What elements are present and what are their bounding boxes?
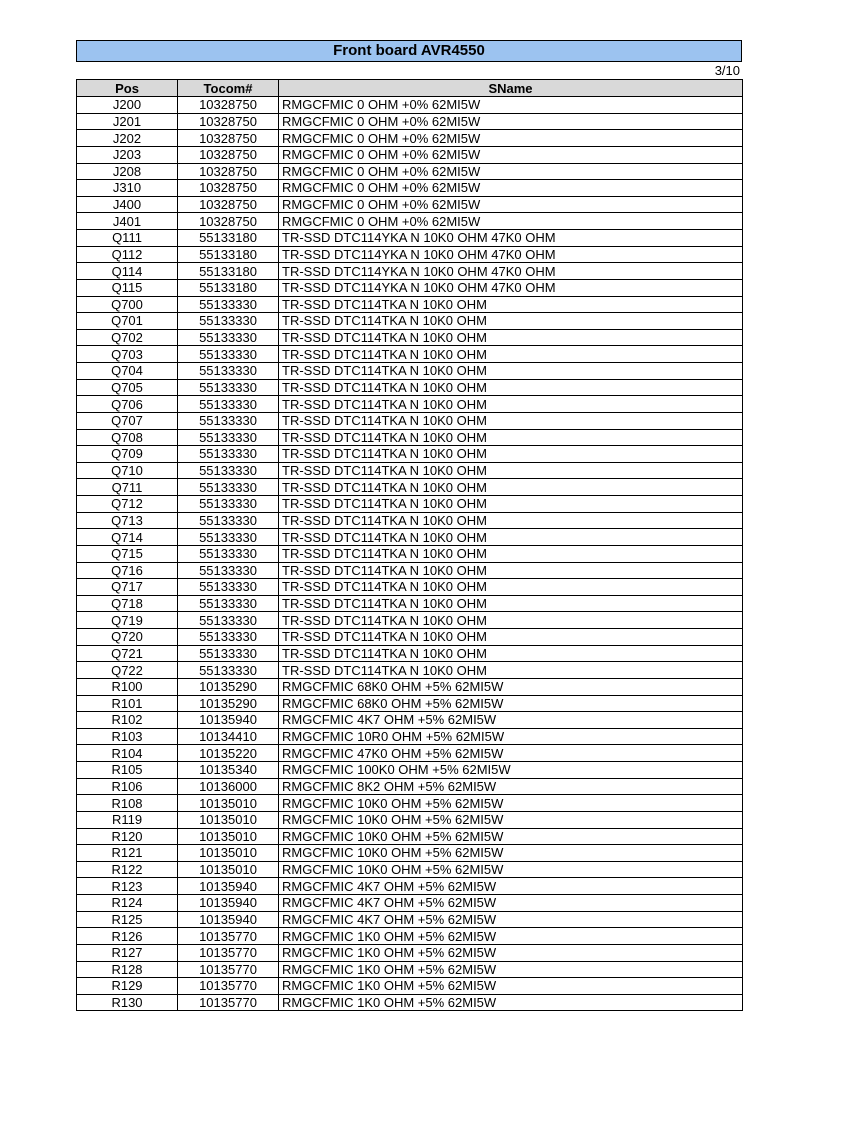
table-row	[77, 230, 743, 247]
cell-pos: Q718	[77, 595, 178, 612]
table-row	[77, 279, 743, 296]
table-row	[77, 911, 743, 928]
cell-pos: R106	[77, 778, 178, 795]
cell-pos: Q707	[77, 412, 178, 429]
cell-sname: RMGCFMIC 0 OHM +0% 62MI5W	[279, 180, 743, 197]
cell-pos: J310	[77, 180, 178, 197]
table-row	[77, 196, 743, 213]
cell-tocom: 55133180	[178, 230, 279, 247]
cell-sname: RMGCFMIC 68K0 OHM +5% 62MI5W	[279, 695, 743, 712]
cell-tocom: 55133330	[178, 479, 279, 496]
cell-sname: TR-SSD DTC114TKA N 10K0 OHM	[279, 579, 743, 596]
cell-sname: TR-SSD DTC114TKA N 10K0 OHM	[279, 512, 743, 529]
cell-tocom: 55133330	[178, 629, 279, 646]
cell-tocom: 55133330	[178, 412, 279, 429]
table-row	[77, 944, 743, 961]
column-header-tocom: Tocom#	[178, 80, 279, 97]
column-header-pos: Pos	[77, 80, 178, 97]
table-row	[77, 828, 743, 845]
cell-sname: RMGCFMIC 0 OHM +0% 62MI5W	[279, 213, 743, 230]
cell-pos: Q708	[77, 429, 178, 446]
cell-tocom: 10135010	[178, 811, 279, 828]
cell-pos: Q716	[77, 562, 178, 579]
cell-sname: TR-SSD DTC114TKA N 10K0 OHM	[279, 346, 743, 363]
cell-tocom: 10135770	[178, 978, 279, 995]
cell-pos: Q713	[77, 512, 178, 529]
parts-list-sheet	[76, 40, 742, 1011]
cell-sname: TR-SSD DTC114TKA N 10K0 OHM	[279, 662, 743, 679]
cell-sname: TR-SSD DTC114YKA N 10K0 OHM 47K0 OHM	[279, 263, 743, 280]
table-row	[77, 545, 743, 562]
cell-tocom: 10135940	[178, 878, 279, 895]
table-row	[77, 861, 743, 878]
cell-tocom: 10328750	[178, 163, 279, 180]
cell-tocom: 10135940	[178, 895, 279, 912]
cell-pos: Q115	[77, 279, 178, 296]
cell-pos: J208	[77, 163, 178, 180]
cell-pos: Q719	[77, 612, 178, 629]
table-row	[77, 329, 743, 346]
cell-pos: Q704	[77, 363, 178, 380]
table-row	[77, 595, 743, 612]
cell-pos: J401	[77, 213, 178, 230]
cell-sname: TR-SSD DTC114TKA N 10K0 OHM	[279, 313, 743, 330]
cell-pos: Q706	[77, 396, 178, 413]
cell-sname: RMGCFMIC 4K7 OHM +5% 62MI5W	[279, 895, 743, 912]
parts-table	[76, 79, 743, 1011]
cell-pos: Q721	[77, 645, 178, 662]
cell-sname: TR-SSD DTC114TKA N 10K0 OHM	[279, 529, 743, 546]
cell-tocom: 10135290	[178, 678, 279, 695]
cell-pos: R103	[77, 728, 178, 745]
cell-sname: RMGCFMIC 1K0 OHM +5% 62MI5W	[279, 994, 743, 1011]
cell-sname: TR-SSD DTC114TKA N 10K0 OHM	[279, 412, 743, 429]
table-row	[77, 263, 743, 280]
cell-tocom: 55133330	[178, 379, 279, 396]
cell-pos: J203	[77, 146, 178, 163]
cell-sname: TR-SSD DTC114TKA N 10K0 OHM	[279, 462, 743, 479]
cell-sname: TR-SSD DTC114TKA N 10K0 OHM	[279, 479, 743, 496]
cell-pos: J202	[77, 130, 178, 147]
table-row	[77, 845, 743, 862]
cell-tocom: 10135340	[178, 762, 279, 779]
cell-tocom: 55133330	[178, 579, 279, 596]
table-row	[77, 629, 743, 646]
cell-tocom: 10135770	[178, 961, 279, 978]
cell-pos: R122	[77, 861, 178, 878]
cell-tocom: 55133330	[178, 662, 279, 679]
table-row	[77, 246, 743, 263]
cell-pos: Q703	[77, 346, 178, 363]
cell-pos: R102	[77, 712, 178, 729]
cell-pos: R124	[77, 895, 178, 912]
cell-tocom: 10328750	[178, 113, 279, 130]
table-row	[77, 130, 743, 147]
table-row	[77, 645, 743, 662]
cell-sname: RMGCFMIC 10K0 OHM +5% 62MI5W	[279, 828, 743, 845]
cell-pos: Q701	[77, 313, 178, 330]
cell-sname: RMGCFMIC 1K0 OHM +5% 62MI5W	[279, 961, 743, 978]
column-header-sname: SName	[279, 80, 743, 97]
table-row	[77, 795, 743, 812]
table-row	[77, 811, 743, 828]
table-row	[77, 313, 743, 330]
cell-pos: Q712	[77, 496, 178, 513]
cell-pos: Q717	[77, 579, 178, 596]
table-row	[77, 113, 743, 130]
table-row	[77, 446, 743, 463]
cell-sname: TR-SSD DTC114YKA N 10K0 OHM 47K0 OHM	[279, 279, 743, 296]
cell-sname: RMGCFMIC 100K0 OHM +5% 62MI5W	[279, 762, 743, 779]
table-header-row	[77, 80, 743, 97]
cell-pos: R121	[77, 845, 178, 862]
cell-tocom: 55133330	[178, 462, 279, 479]
cell-pos: R119	[77, 811, 178, 828]
table-row	[77, 728, 743, 745]
cell-sname: TR-SSD DTC114TKA N 10K0 OHM	[279, 363, 743, 380]
table-row	[77, 180, 743, 197]
cell-sname: RMGCFMIC 0 OHM +0% 62MI5W	[279, 146, 743, 163]
cell-tocom: 55133330	[178, 645, 279, 662]
table-row	[77, 163, 743, 180]
table-row	[77, 695, 743, 712]
cell-sname: RMGCFMIC 0 OHM +0% 62MI5W	[279, 113, 743, 130]
table-row	[77, 579, 743, 596]
cell-sname: TR-SSD DTC114TKA N 10K0 OHM	[279, 562, 743, 579]
cell-pos: R100	[77, 678, 178, 695]
cell-tocom: 10135010	[178, 845, 279, 862]
table-row	[77, 429, 743, 446]
cell-pos: J201	[77, 113, 178, 130]
cell-tocom: 55133330	[178, 529, 279, 546]
cell-tocom: 55133330	[178, 296, 279, 313]
cell-tocom: 55133330	[178, 446, 279, 463]
cell-tocom: 10135220	[178, 745, 279, 762]
table-row	[77, 928, 743, 945]
cell-sname: TR-SSD DTC114TKA N 10K0 OHM	[279, 545, 743, 562]
table-row	[77, 412, 743, 429]
cell-pos: Q700	[77, 296, 178, 313]
cell-sname: TR-SSD DTC114TKA N 10K0 OHM	[279, 496, 743, 513]
cell-pos: Q705	[77, 379, 178, 396]
cell-pos: Q714	[77, 529, 178, 546]
cell-tocom: 10328750	[178, 146, 279, 163]
cell-tocom: 55133330	[178, 346, 279, 363]
cell-sname: RMGCFMIC 1K0 OHM +5% 62MI5W	[279, 944, 743, 961]
cell-tocom: 10328750	[178, 213, 279, 230]
cell-sname: RMGCFMIC 4K7 OHM +5% 62MI5W	[279, 878, 743, 895]
cell-tocom: 55133330	[178, 512, 279, 529]
table-row	[77, 994, 743, 1011]
cell-pos: Q112	[77, 246, 178, 263]
cell-pos: R104	[77, 745, 178, 762]
table-row	[77, 762, 743, 779]
cell-tocom: 10135010	[178, 795, 279, 812]
cell-tocom: 10135010	[178, 861, 279, 878]
cell-sname: TR-SSD DTC114TKA N 10K0 OHM	[279, 595, 743, 612]
cell-sname: TR-SSD DTC114TKA N 10K0 OHM	[279, 379, 743, 396]
cell-sname: RMGCFMIC 1K0 OHM +5% 62MI5W	[279, 978, 743, 995]
cell-pos: R127	[77, 944, 178, 961]
cell-sname: RMGCFMIC 10K0 OHM +5% 62MI5W	[279, 845, 743, 862]
cell-sname: RMGCFMIC 4K7 OHM +5% 62MI5W	[279, 911, 743, 928]
cell-tocom: 55133330	[178, 429, 279, 446]
cell-pos: Q114	[77, 263, 178, 280]
cell-tocom: 10135770	[178, 928, 279, 945]
cell-tocom: 55133330	[178, 612, 279, 629]
cell-pos: R105	[77, 762, 178, 779]
cell-sname: RMGCFMIC 0 OHM +0% 62MI5W	[279, 130, 743, 147]
page-number: 3/10	[714, 63, 740, 78]
cell-pos: Q715	[77, 545, 178, 562]
cell-tocom: 10328750	[178, 180, 279, 197]
cell-pos: R128	[77, 961, 178, 978]
cell-pos: R120	[77, 828, 178, 845]
cell-sname: RMGCFMIC 0 OHM +0% 62MI5W	[279, 196, 743, 213]
cell-tocom: 55133330	[178, 329, 279, 346]
cell-tocom: 10328750	[178, 97, 279, 114]
table-row	[77, 961, 743, 978]
table-row	[77, 712, 743, 729]
cell-tocom: 55133180	[178, 263, 279, 280]
cell-sname: RMGCFMIC 8K2 OHM +5% 62MI5W	[279, 778, 743, 795]
cell-tocom: 55133330	[178, 595, 279, 612]
cell-tocom: 55133330	[178, 562, 279, 579]
cell-sname: RMGCFMIC 0 OHM +0% 62MI5W	[279, 97, 743, 114]
cell-sname: TR-SSD DTC114TKA N 10K0 OHM	[279, 429, 743, 446]
cell-sname: RMGCFMIC 1K0 OHM +5% 62MI5W	[279, 928, 743, 945]
table-row	[77, 895, 743, 912]
table-row	[77, 678, 743, 695]
table-row	[77, 512, 743, 529]
table-row	[77, 778, 743, 795]
cell-pos: J400	[77, 196, 178, 213]
table-row	[77, 612, 743, 629]
table-row	[77, 97, 743, 114]
table-row	[77, 479, 743, 496]
cell-tocom: 10135770	[178, 994, 279, 1011]
cell-sname: TR-SSD DTC114TKA N 10K0 OHM	[279, 629, 743, 646]
cell-tocom: 55133330	[178, 363, 279, 380]
table-row	[77, 363, 743, 380]
table-row	[77, 379, 743, 396]
cell-sname: TR-SSD DTC114TKA N 10K0 OHM	[279, 396, 743, 413]
cell-sname: TR-SSD DTC114TKA N 10K0 OHM	[279, 329, 743, 346]
cell-sname: TR-SSD DTC114TKA N 10K0 OHM	[279, 645, 743, 662]
cell-sname: TR-SSD DTC114YKA N 10K0 OHM 47K0 OHM	[279, 246, 743, 263]
table-row	[77, 529, 743, 546]
table-row	[77, 878, 743, 895]
table-row	[77, 745, 743, 762]
cell-sname: RMGCFMIC 47K0 OHM +5% 62MI5W	[279, 745, 743, 762]
cell-tocom: 10136000	[178, 778, 279, 795]
cell-tocom: 10135770	[178, 944, 279, 961]
table-row	[77, 662, 743, 679]
cell-pos: R130	[77, 994, 178, 1011]
cell-tocom: 55133330	[178, 545, 279, 562]
cell-pos: Q722	[77, 662, 178, 679]
cell-pos: Q709	[77, 446, 178, 463]
table-row	[77, 213, 743, 230]
cell-pos: R126	[77, 928, 178, 945]
cell-tocom: 55133180	[178, 279, 279, 296]
table-row	[77, 978, 743, 995]
cell-sname: RMGCFMIC 10K0 OHM +5% 62MI5W	[279, 861, 743, 878]
cell-pos: Q720	[77, 629, 178, 646]
table-body	[77, 97, 743, 1011]
cell-tocom: 10135940	[178, 911, 279, 928]
cell-pos: Q710	[77, 462, 178, 479]
cell-tocom: 10135940	[178, 712, 279, 729]
cell-pos: Q702	[77, 329, 178, 346]
cell-tocom: 10135010	[178, 828, 279, 845]
cell-tocom: 10328750	[178, 196, 279, 213]
cell-tocom: 10134410	[178, 728, 279, 745]
table-row	[77, 396, 743, 413]
cell-sname: TR-SSD DTC114YKA N 10K0 OHM 47K0 OHM	[279, 230, 743, 247]
cell-sname: RMGCFMIC 10K0 OHM +5% 62MI5W	[279, 795, 743, 812]
cell-sname: RMGCFMIC 68K0 OHM +5% 62MI5W	[279, 678, 743, 695]
cell-tocom: 55133330	[178, 496, 279, 513]
cell-tocom: 55133330	[178, 396, 279, 413]
cell-pos: R108	[77, 795, 178, 812]
table-row	[77, 562, 743, 579]
cell-tocom: 10328750	[178, 130, 279, 147]
table-row	[77, 346, 743, 363]
cell-pos: R101	[77, 695, 178, 712]
cell-pos: Q711	[77, 479, 178, 496]
cell-sname: RMGCFMIC 4K7 OHM +5% 62MI5W	[279, 712, 743, 729]
table-row	[77, 496, 743, 513]
table-row	[77, 296, 743, 313]
cell-sname: RMGCFMIC 0 OHM +0% 62MI5W	[279, 163, 743, 180]
cell-tocom: 55133330	[178, 313, 279, 330]
cell-sname: RMGCFMIC 10R0 OHM +5% 62MI5W	[279, 728, 743, 745]
table-row	[77, 146, 743, 163]
cell-pos: R125	[77, 911, 178, 928]
cell-sname: TR-SSD DTC114TKA N 10K0 OHM	[279, 296, 743, 313]
cell-tocom: 10135290	[178, 695, 279, 712]
cell-pos: R129	[77, 978, 178, 995]
cell-pos: Q111	[77, 230, 178, 247]
document-title: Front board AVR4550	[76, 40, 742, 62]
cell-tocom: 55133180	[178, 246, 279, 263]
table-row	[77, 462, 743, 479]
cell-pos: J200	[77, 97, 178, 114]
cell-sname: TR-SSD DTC114TKA N 10K0 OHM	[279, 446, 743, 463]
cell-sname: TR-SSD DTC114TKA N 10K0 OHM	[279, 612, 743, 629]
cell-sname: RMGCFMIC 10K0 OHM +5% 62MI5W	[279, 811, 743, 828]
cell-pos: R123	[77, 878, 178, 895]
